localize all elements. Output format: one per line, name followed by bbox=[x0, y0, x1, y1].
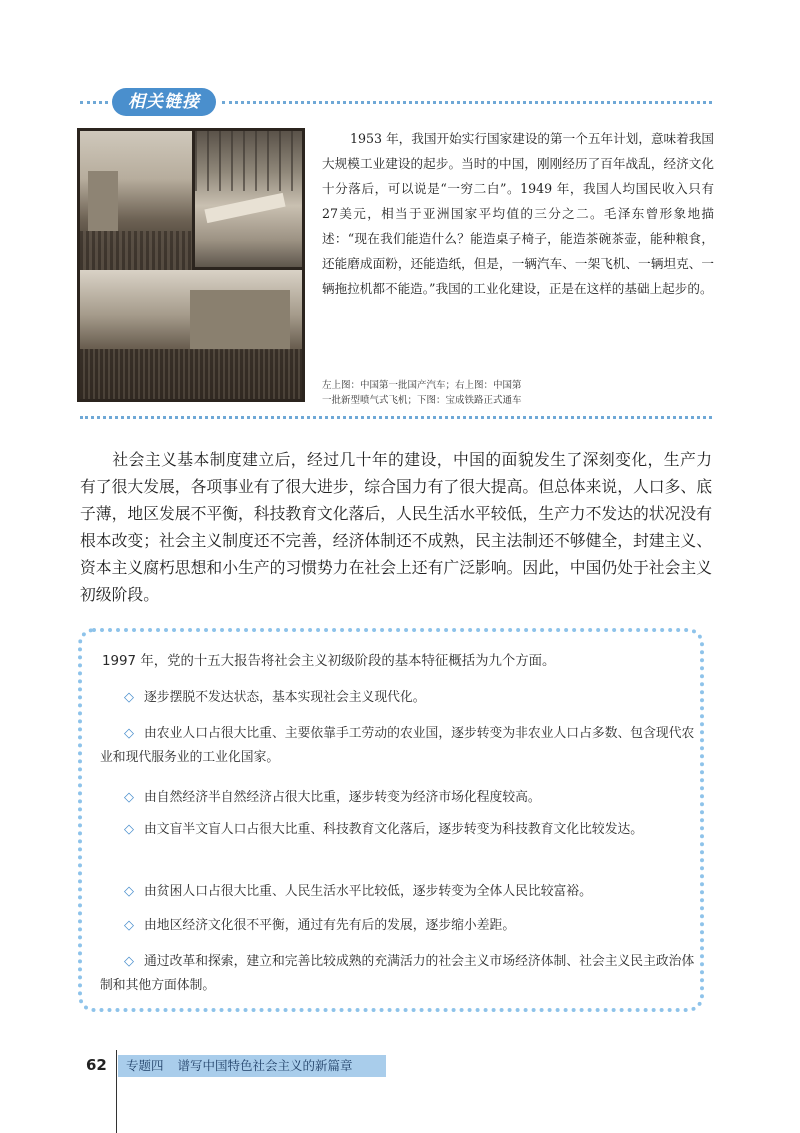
photo-first-jet-aircraft bbox=[195, 131, 302, 267]
chapter-title: 谱写中国特色社会主义的新篇章 bbox=[177, 1058, 353, 1073]
bottom-dotted-rule bbox=[80, 416, 712, 419]
diamond-outline-icon: ◇ bbox=[124, 726, 134, 741]
feature-item: ◇ 由地区经济文化很不平衡，通过有先有后的发展，逐步缩小差距。 bbox=[124, 918, 516, 933]
historical-photo-collage bbox=[77, 128, 305, 402]
diamond-outline-icon: ◇ bbox=[124, 954, 134, 969]
caption-line-1: 左上图：中国第一批国产汽车；右上图：中国第 bbox=[322, 380, 522, 391]
photo-caption bbox=[322, 378, 572, 408]
main-paragraph: 社会主义基本制度建立后，经过几十年的建设，中国的面貌发生了深刻变化，生产力有了很大发展，各项事业有了很大进步，综合国力有了很大提高。但总体来说，人口多、底子薄，地区发展不平衡，科技教育文化落后，人民生活水平较低，生产力不发达的状况没有根本改变；社会主义制度还不完善，经济体制还不成熟，民主法制还不够健全，封建主义、资本主义腐朽思想和小生产的习惯势力在社会上还有广泛影响。因此，中国仍处于社会主义初级阶段。 bbox=[80, 450, 712, 604]
link-paragraph: 1953 年，我国开始实行国家建设的第一个五年计划，意味着我国大规模工业建设的起步。当时的中国，刚刚经历了百年战乱，经济文化十分落后，可以说是“一穷二白”。1949 年，我国人均国民收入只有27美元，相当于亚洲国家平均值的三分之二。毛泽东曾形象地描述：“现在我们能造什么？能造桌子椅子，能造茶碗茶壶，能种粮食，还能磨成面粉，还能造纸，但是，一辆汽车、一架飞机、一辆坦克、一辆拖拉机都不能造。”我国的工业化建设，正是在这样的基础上起步的。 bbox=[322, 131, 714, 296]
feature-item: ◇ 通过改革和探索，建立和完善比较成熟的充满活力的社会主义市场经济体制、社会主义民主政治体制和其他方面体制。 bbox=[100, 954, 695, 993]
footer-vertical-rule bbox=[116, 1050, 117, 1133]
chapter-label: 专题四 bbox=[126, 1058, 164, 1073]
diamond-outline-icon: ◇ bbox=[124, 690, 134, 705]
related-link-tag: 相关链接 bbox=[112, 88, 216, 116]
feature-box-intro: 1997 年，党的十五大报告将社会主义初级阶段的基本特征概括为九个方面。 bbox=[102, 654, 556, 669]
diamond-outline-icon: ◇ bbox=[124, 918, 134, 933]
diamond-outline-icon: ◇ bbox=[124, 822, 134, 837]
feature-item: ◇ 由农业人口占很大比重、主要依靠手工劳动的农业国，逐步转变为非农业人口占多数、包含现代农业和现代服务业的工业化国家。 bbox=[100, 726, 695, 765]
feature-item: ◇ 由自然经济半自然经济占很大比重，逐步转变为经济市场化程度较高。 bbox=[124, 790, 541, 805]
top-dotted-rule-right bbox=[222, 101, 712, 104]
photo-baocheng-railway-opening bbox=[80, 270, 302, 399]
caption-line-2: 一批新型喷气式飞机；下图：宝成铁路正式通车 bbox=[322, 395, 522, 406]
page-number: 62 bbox=[86, 1056, 107, 1074]
feature-item: ◇ 由文盲半文盲人口占很大比重、科技教育文化落后，逐步转变为科技教育文化比较发达。 bbox=[124, 822, 644, 837]
feature-item: ◇ 逐步摆脱不发达状态，基本实现社会主义现代化。 bbox=[124, 690, 426, 705]
top-dotted-rule-left bbox=[80, 101, 108, 104]
diamond-outline-icon: ◇ bbox=[124, 790, 134, 805]
feature-item: ◇ 由贫困人口占很大比重、人民生活水平比较低，逐步转变为全体人民比较富裕。 bbox=[124, 884, 592, 899]
chapter-band bbox=[118, 1055, 386, 1077]
diamond-outline-icon: ◇ bbox=[124, 884, 134, 899]
